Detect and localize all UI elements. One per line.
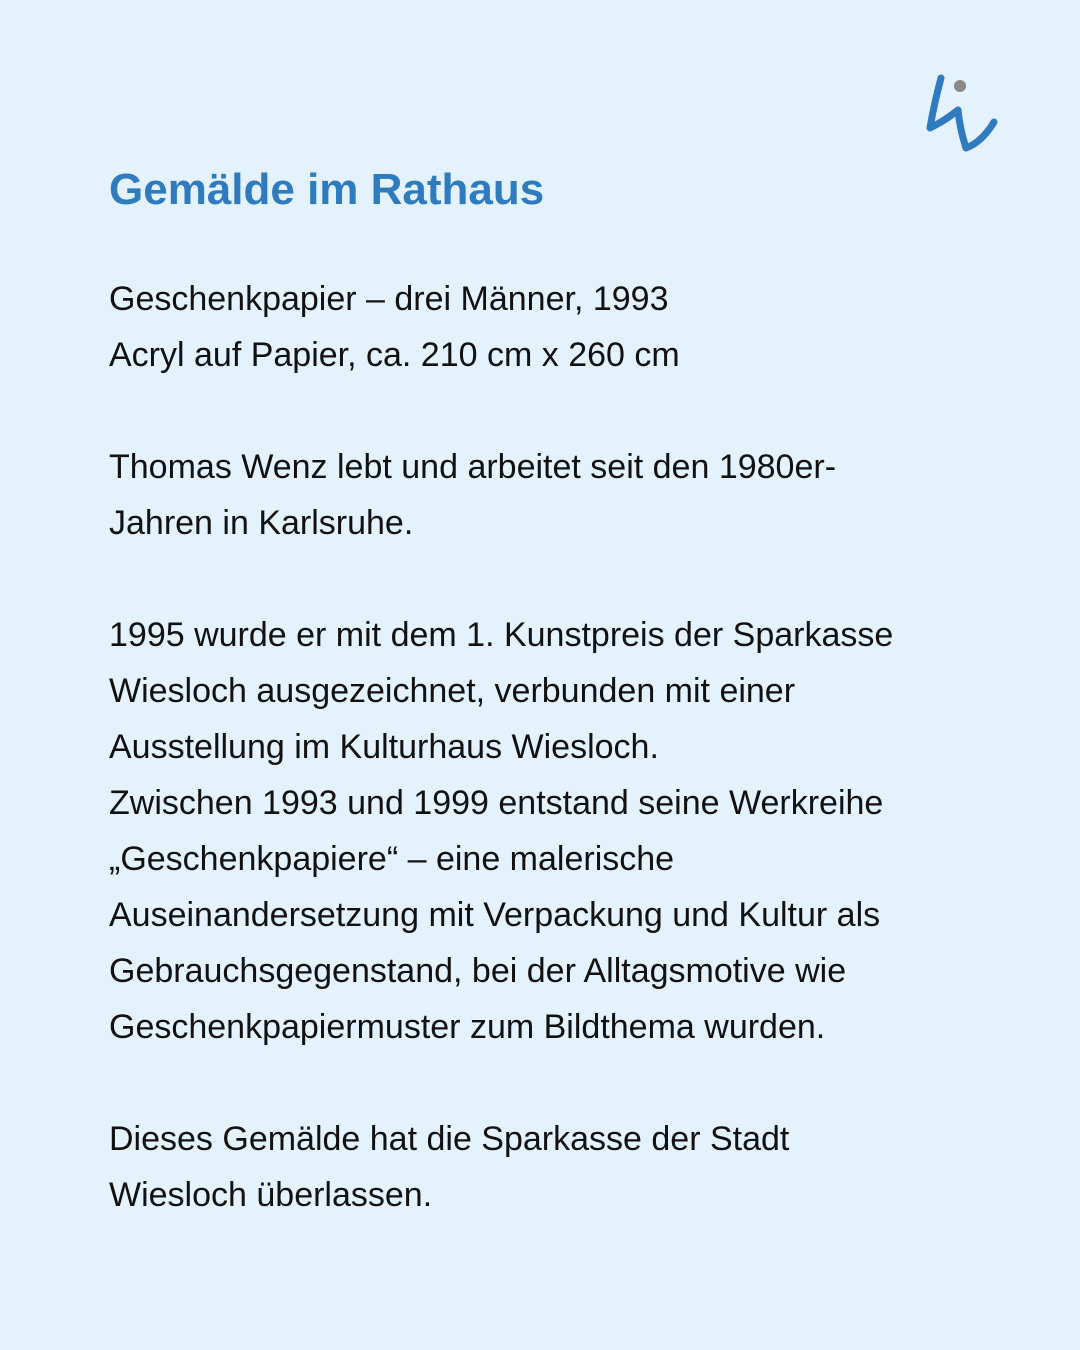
paragraph-line: „Geschenkpapiere“ – eine malerische (109, 840, 675, 878)
page-title: Gemälde im Rathaus (109, 165, 545, 214)
paragraph-line: Thomas Wenz lebt und arbeitet seit den 1980er- (109, 448, 837, 486)
paragraph-line: Wiesloch ausgezeichnet, verbunden mit einer (109, 672, 796, 710)
paragraph-line: Zwischen 1993 und 1999 entstand seine Werkreihe (109, 784, 884, 822)
paragraph-line: 1995 wurde er mit dem 1. Kunstpreis der Sparkasse (109, 616, 894, 654)
paragraph-line: Ausstellung im Kulturhaus Wiesloch. (109, 728, 659, 766)
paragraph-gap (109, 551, 989, 607)
paragraph-gap (109, 1055, 989, 1111)
paragraph-line: Geschenkpapiermuster zum Bildthema wurden. (109, 1008, 826, 1046)
paragraph-line: Gebrauchsgegenstand, bei der Alltagsmotive wie (109, 952, 847, 990)
artwork-medium: Acryl auf Papier, ca. 210 cm x 260 cm (109, 336, 680, 374)
paragraph-line: Auseinandersetzung mit Verpackung und Kultur als (109, 896, 881, 934)
paragraph-line: Dieses Gemälde hat die Sparkasse der Stadt (109, 1120, 790, 1158)
artwork-info (109, 271, 989, 1223)
logo-dot (954, 80, 966, 92)
main-content (109, 160, 989, 1223)
wiesloch-logo-icon (920, 70, 1010, 160)
artwork-title: Geschenkpapier – drei Männer, 1993 (109, 280, 669, 318)
paragraph-line: Jahren in Karlsruhe. (109, 504, 414, 542)
paragraph-gap (109, 383, 989, 439)
paragraph-line: Wiesloch überlassen. (109, 1176, 433, 1214)
